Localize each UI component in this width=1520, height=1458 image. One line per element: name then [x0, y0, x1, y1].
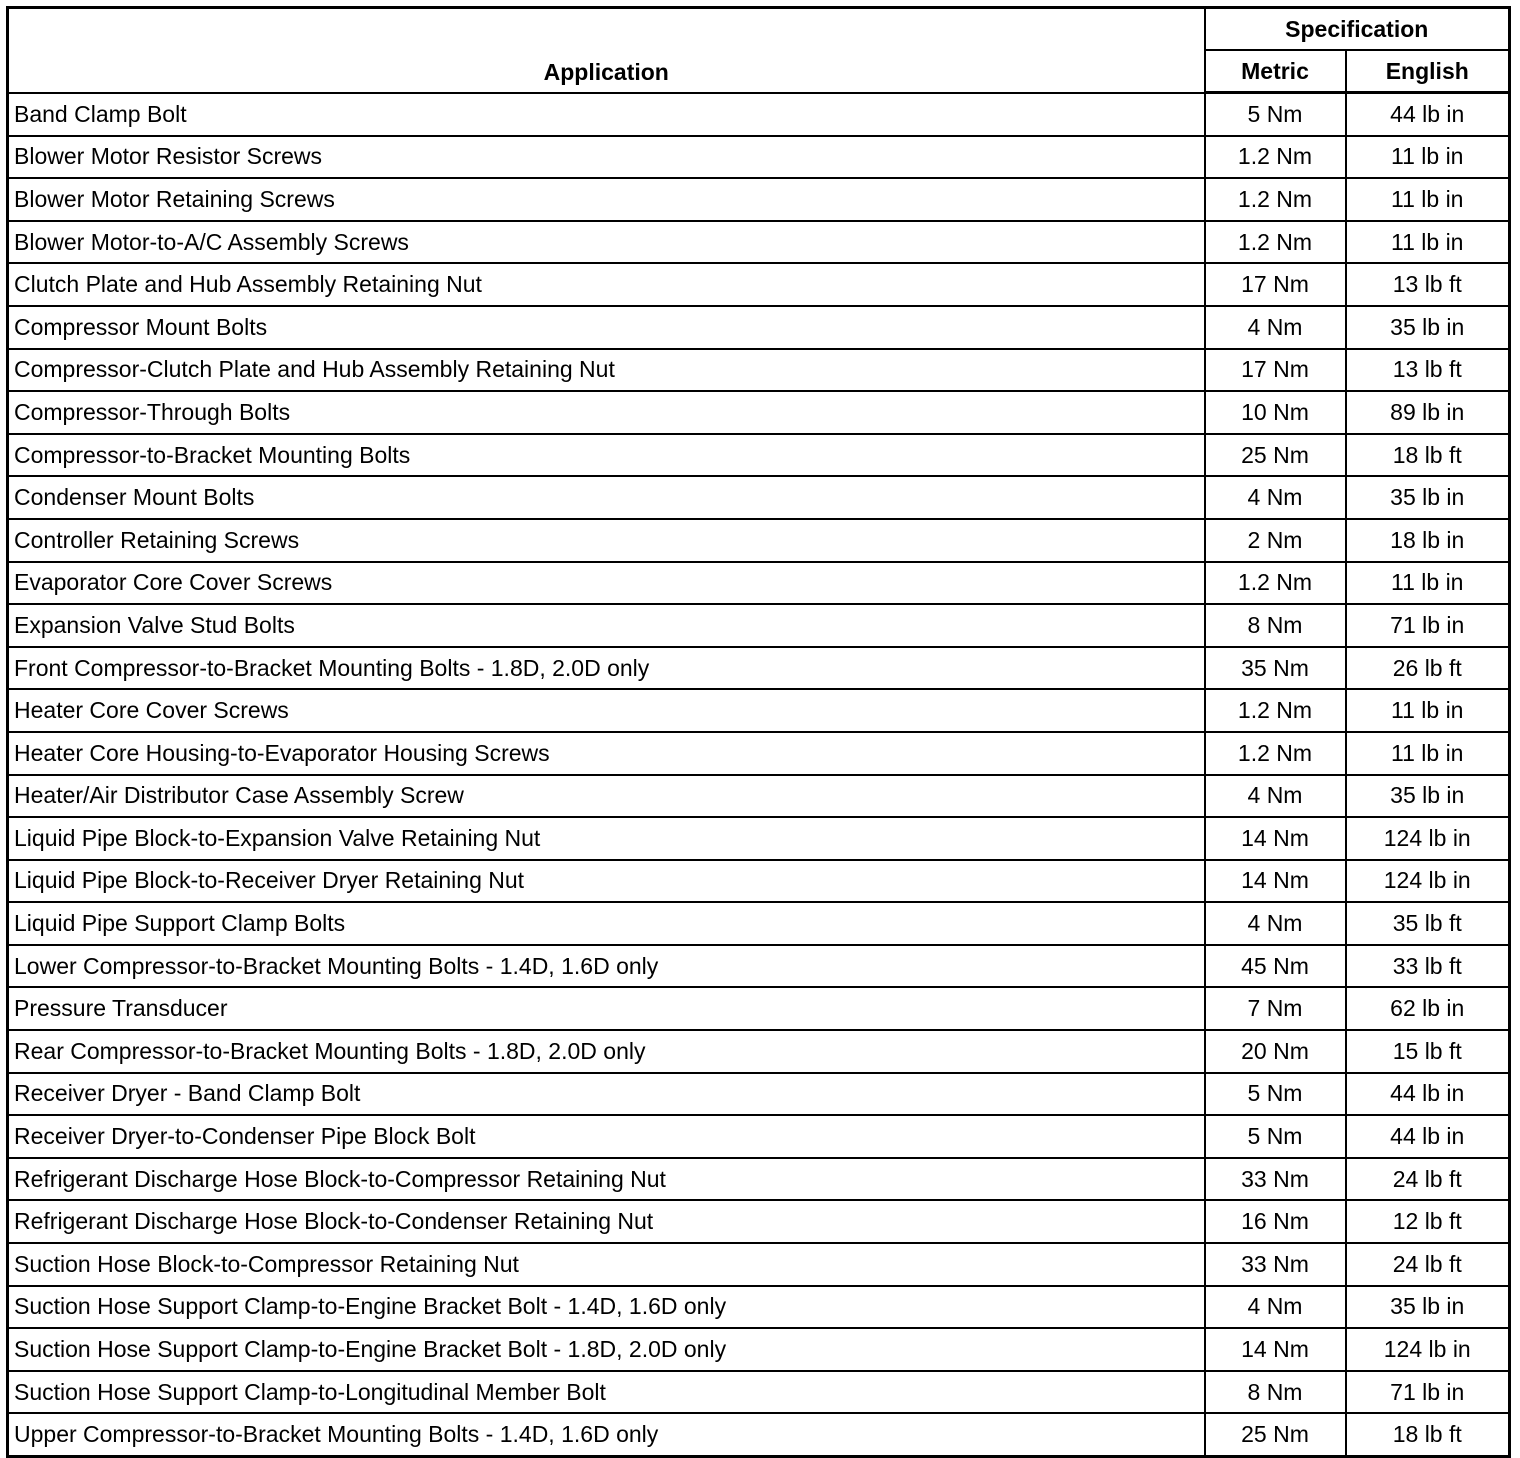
table-row — [8, 1030, 1510, 1073]
application-cell: Band Clamp Bolt — [8, 93, 1205, 136]
table-row — [8, 434, 1510, 477]
metric-cell: 1.2 Nm — [1205, 136, 1346, 179]
metric-cell: 35 Nm — [1205, 647, 1346, 690]
table-row — [8, 221, 1510, 264]
application-cell: Upper Compressor-to-Bracket Mounting Bolts - 1.4D, 1.6D only — [8, 1413, 1205, 1456]
metric-cell: 1.2 Nm — [1205, 221, 1346, 264]
english-cell: 15 lb ft — [1346, 1030, 1510, 1073]
metric-cell: 1.2 Nm — [1205, 562, 1346, 605]
english-cell: 62 lb in — [1346, 987, 1510, 1030]
metric-cell: 1.2 Nm — [1205, 732, 1346, 775]
application-cell: Liquid Pipe Block-to-Expansion Valve Retaining Nut — [8, 817, 1205, 860]
english-cell: 44 lb in — [1346, 1115, 1510, 1158]
metric-cell: 33 Nm — [1205, 1158, 1346, 1201]
metric-cell: 25 Nm — [1205, 434, 1346, 477]
english-cell: 44 lb in — [1346, 1073, 1510, 1116]
table-row — [8, 987, 1510, 1030]
metric-cell: 2 Nm — [1205, 519, 1346, 562]
metric-cell: 4 Nm — [1205, 775, 1346, 818]
english-column-header: English — [1346, 50, 1510, 93]
english-cell: 11 lb in — [1346, 136, 1510, 179]
table-row — [8, 476, 1510, 519]
table-row — [8, 1243, 1510, 1286]
table-row — [8, 1073, 1510, 1116]
english-cell: 35 lb ft — [1346, 902, 1510, 945]
table-row — [8, 136, 1510, 179]
header-row-top — [8, 8, 1510, 51]
table-body — [8, 93, 1510, 1457]
table-row — [8, 860, 1510, 903]
metric-cell: 25 Nm — [1205, 1413, 1346, 1456]
metric-cell: 5 Nm — [1205, 1073, 1346, 1116]
metric-cell: 1.2 Nm — [1205, 689, 1346, 732]
table-row — [8, 902, 1510, 945]
english-cell: 11 lb in — [1346, 689, 1510, 732]
application-cell: Rear Compressor-to-Bracket Mounting Bolts - 1.8D, 2.0D only — [8, 1030, 1205, 1073]
metric-cell: 5 Nm — [1205, 93, 1346, 136]
application-cell: Compressor-Clutch Plate and Hub Assembly Retaining Nut — [8, 349, 1205, 392]
english-cell: 26 lb ft — [1346, 647, 1510, 690]
metric-cell: 1.2 Nm — [1205, 178, 1346, 221]
application-cell: Condenser Mount Bolts — [8, 476, 1205, 519]
application-cell: Refrigerant Discharge Hose Block-to-Compressor Retaining Nut — [8, 1158, 1205, 1201]
table-header — [8, 8, 1510, 93]
table-row — [8, 93, 1510, 136]
application-cell: Heater Core Cover Screws — [8, 689, 1205, 732]
application-cell: Heater/Air Distributor Case Assembly Screw — [8, 775, 1205, 818]
metric-cell: 4 Nm — [1205, 306, 1346, 349]
metric-cell: 20 Nm — [1205, 1030, 1346, 1073]
table-row — [8, 945, 1510, 988]
table-row — [8, 1158, 1510, 1201]
table-row — [8, 306, 1510, 349]
metric-cell: 7 Nm — [1205, 987, 1346, 1030]
english-cell: 11 lb in — [1346, 562, 1510, 605]
english-cell: 11 lb in — [1346, 178, 1510, 221]
metric-cell: 16 Nm — [1205, 1200, 1346, 1243]
table-row — [8, 519, 1510, 562]
application-cell: Pressure Transducer — [8, 987, 1205, 1030]
english-cell: 18 lb ft — [1346, 434, 1510, 477]
english-cell: 124 lb in — [1346, 860, 1510, 903]
table-row — [8, 263, 1510, 306]
metric-cell: 14 Nm — [1205, 860, 1346, 903]
english-cell: 11 lb in — [1346, 732, 1510, 775]
table-row — [8, 1115, 1510, 1158]
table-row — [8, 349, 1510, 392]
application-cell: Compressor-to-Bracket Mounting Bolts — [8, 434, 1205, 477]
application-cell: Blower Motor Retaining Screws — [8, 178, 1205, 221]
table-row — [8, 1200, 1510, 1243]
metric-column-header: Metric — [1205, 50, 1346, 93]
application-cell: Suction Hose Block-to-Compressor Retaining Nut — [8, 1243, 1205, 1286]
english-cell: 18 lb ft — [1346, 1413, 1510, 1456]
english-cell: 24 lb ft — [1346, 1243, 1510, 1286]
english-cell: 89 lb in — [1346, 391, 1510, 434]
metric-cell: 4 Nm — [1205, 902, 1346, 945]
application-cell: Controller Retaining Screws — [8, 519, 1205, 562]
english-cell: 35 lb in — [1346, 306, 1510, 349]
english-cell: 13 lb ft — [1346, 349, 1510, 392]
application-cell: Receiver Dryer - Band Clamp Bolt — [8, 1073, 1205, 1116]
english-cell: 44 lb in — [1346, 93, 1510, 136]
application-cell: Compressor Mount Bolts — [8, 306, 1205, 349]
application-cell: Liquid Pipe Support Clamp Bolts — [8, 902, 1205, 945]
application-cell: Blower Motor Resistor Screws — [8, 136, 1205, 179]
application-cell: Receiver Dryer-to-Condenser Pipe Block Bolt — [8, 1115, 1205, 1158]
application-cell: Suction Hose Support Clamp-to-Engine Bracket Bolt - 1.4D, 1.6D only — [8, 1286, 1205, 1329]
english-cell: 124 lb in — [1346, 817, 1510, 860]
application-cell: Clutch Plate and Hub Assembly Retaining Nut — [8, 263, 1205, 306]
metric-cell: 33 Nm — [1205, 1243, 1346, 1286]
english-cell: 35 lb in — [1346, 1286, 1510, 1329]
application-cell: Compressor-Through Bolts — [8, 391, 1205, 434]
english-cell: 124 lb in — [1346, 1328, 1510, 1371]
table-row — [8, 817, 1510, 860]
table-row — [8, 689, 1510, 732]
application-cell: Heater Core Housing-to-Evaporator Housing Screws — [8, 732, 1205, 775]
table-row — [8, 732, 1510, 775]
english-cell: 35 lb in — [1346, 775, 1510, 818]
metric-cell: 4 Nm — [1205, 1286, 1346, 1329]
metric-cell: 17 Nm — [1205, 263, 1346, 306]
english-cell: 35 lb in — [1346, 476, 1510, 519]
application-cell: Suction Hose Support Clamp-to-Longitudinal Member Bolt — [8, 1371, 1205, 1414]
english-cell: 11 lb in — [1346, 221, 1510, 264]
table-row — [8, 1371, 1510, 1414]
application-cell: Front Compressor-to-Bracket Mounting Bolts - 1.8D, 2.0D only — [8, 647, 1205, 690]
table-row — [8, 775, 1510, 818]
metric-cell: 45 Nm — [1205, 945, 1346, 988]
application-cell: Expansion Valve Stud Bolts — [8, 604, 1205, 647]
table-row — [8, 647, 1510, 690]
application-cell: Blower Motor-to-A/C Assembly Screws — [8, 221, 1205, 264]
english-cell: 33 lb ft — [1346, 945, 1510, 988]
metric-cell: 4 Nm — [1205, 476, 1346, 519]
application-column-header: Application — [8, 8, 1205, 93]
application-cell: Lower Compressor-to-Bracket Mounting Bolts - 1.4D, 1.6D only — [8, 945, 1205, 988]
table-row — [8, 1328, 1510, 1371]
metric-cell: 5 Nm — [1205, 1115, 1346, 1158]
english-cell: 12 lb ft — [1346, 1200, 1510, 1243]
english-cell: 13 lb ft — [1346, 263, 1510, 306]
metric-cell: 14 Nm — [1205, 1328, 1346, 1371]
application-cell: Evaporator Core Cover Screws — [8, 562, 1205, 605]
table-row — [8, 562, 1510, 605]
table-row — [8, 178, 1510, 221]
table-row — [8, 1286, 1510, 1329]
metric-cell: 10 Nm — [1205, 391, 1346, 434]
application-cell: Suction Hose Support Clamp-to-Engine Bracket Bolt - 1.8D, 2.0D only — [8, 1328, 1205, 1371]
metric-cell: 17 Nm — [1205, 349, 1346, 392]
english-cell: 71 lb in — [1346, 604, 1510, 647]
application-cell: Liquid Pipe Block-to-Receiver Dryer Retaining Nut — [8, 860, 1205, 903]
english-cell: 71 lb in — [1346, 1371, 1510, 1414]
metric-cell: 8 Nm — [1205, 1371, 1346, 1414]
metric-cell: 8 Nm — [1205, 604, 1346, 647]
table-row — [8, 604, 1510, 647]
application-cell: Refrigerant Discharge Hose Block-to-Condenser Retaining Nut — [8, 1200, 1205, 1243]
english-cell: 24 lb ft — [1346, 1158, 1510, 1201]
specification-column-header: Specification — [1205, 8, 1510, 51]
table-row — [8, 1413, 1510, 1456]
table-row — [8, 391, 1510, 434]
fastener-spec-table — [6, 6, 1511, 1458]
metric-cell: 14 Nm — [1205, 817, 1346, 860]
english-cell: 18 lb in — [1346, 519, 1510, 562]
